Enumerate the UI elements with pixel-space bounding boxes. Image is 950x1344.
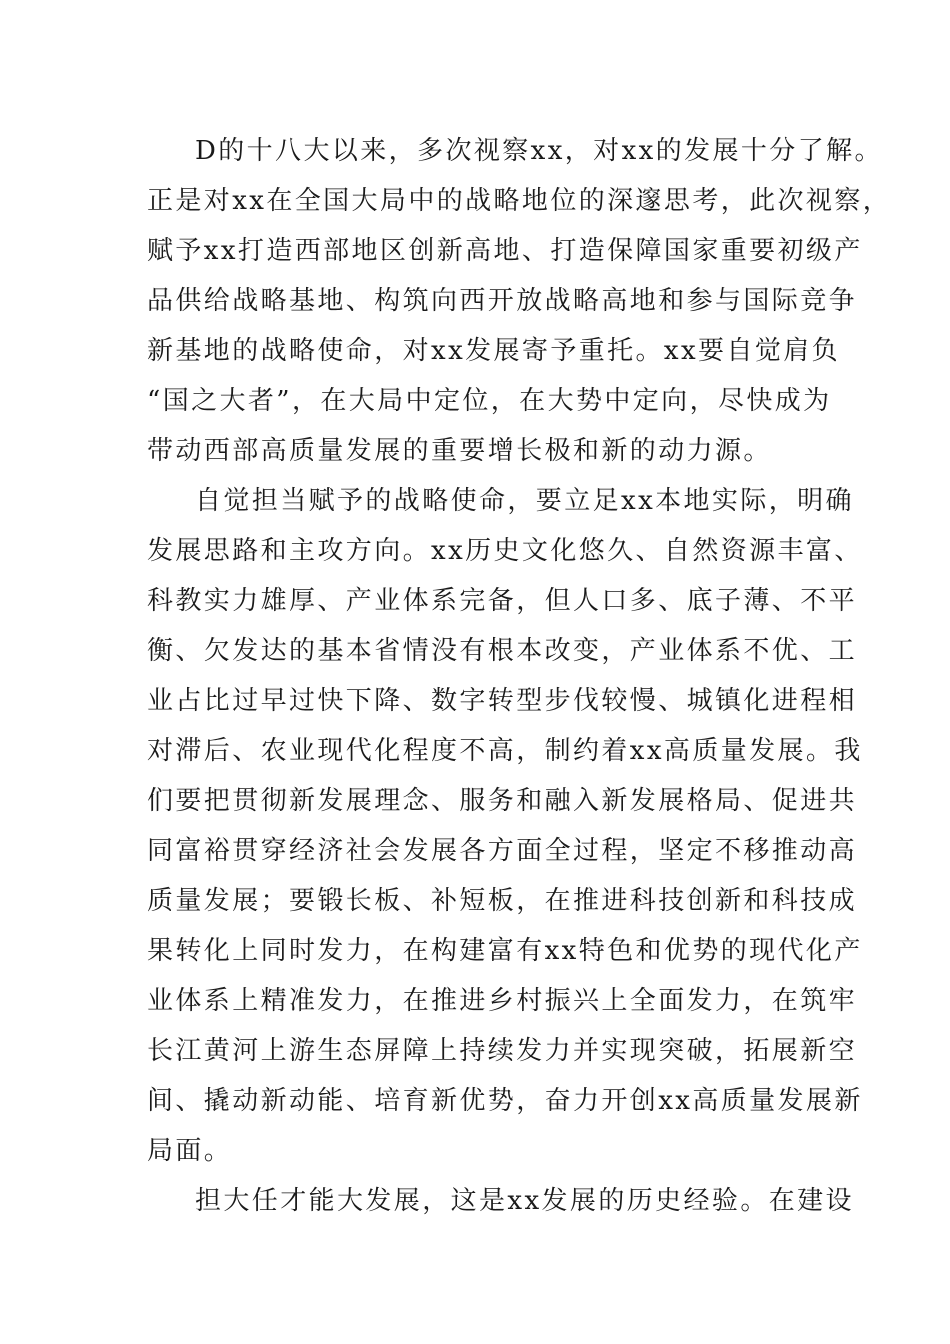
paragraph-line: 业占比过早过快下降、数字转型步伐较慢、城镇化进程相	[147, 686, 858, 716]
paragraph-line: 局面。	[147, 1136, 233, 1166]
paragraph-line: 自觉担当赋予的战略使命，要立足xx本地实际，明确	[195, 486, 854, 516]
paragraph-line: D的十八大以来，多次视察xx，对xx的发展十分了解。	[195, 136, 883, 166]
paragraph-line: 长江黄河上游生态屏障上持续发力并实现突破，拓展新空	[147, 1036, 858, 1066]
paragraph-line: 衡、欠发达的基本省情没有根本改变，产业体系不优、工	[147, 636, 858, 666]
paragraph-2	[147, 476, 863, 1176]
paragraph-line: 对滞后、农业现代化程度不高，制约着xx高质量发展。我	[147, 736, 863, 766]
paragraph-line: 赋予xx打造西部地区创新高地、打造保障国家重要初级产	[147, 236, 863, 266]
paragraph-line: 带动西部高质量发展的重要增长极和新的动力源。	[147, 436, 772, 466]
paragraph-line: 品供给战略基地、构筑向西开放战略高地和参与国际竞争	[147, 286, 858, 316]
paragraph-line: 们要把贯彻新发展理念、服务和融入新发展格局、促进共	[147, 786, 858, 816]
paragraph-line: 间、撬动新动能、培育新优势，奋力开创xx高质量发展新	[147, 1086, 863, 1116]
paragraph-1	[147, 126, 892, 476]
paragraph-line: 质量发展；要锻长板、补短板，在推进科技创新和科技成	[147, 886, 858, 916]
paragraph-line: 正是对xx在全国大局中的战略地位的深邃思考，此次视察，	[147, 186, 892, 216]
paragraph-line: 新基地的战略使命，对xx发展寄予重托。xx要自觉肩负	[147, 336, 841, 366]
paragraph-line: 同富裕贯穿经济社会发展各方面全过程，坚定不移推动高	[147, 836, 858, 866]
paragraph-line: 担大任才能大发展，这是xx发展的历史经验。在建设	[195, 1186, 854, 1216]
paragraph-line: 科教实力雄厚、产业体系完备，但人口多、底子薄、不平	[147, 586, 858, 616]
paragraph-line: “国之大者”，在大局中定位，在大势中定向，尽快成为	[147, 386, 832, 416]
paragraph-line: 发展思路和主攻方向。xx历史文化悠久、自然资源丰富、	[147, 536, 863, 566]
paragraph-line: 业体系上精准发力，在推进乡村振兴上全面发力，在筑牢	[147, 986, 858, 1016]
paragraph-3	[147, 1176, 854, 1226]
document-body	[147, 126, 892, 1226]
paragraph-line: 果转化上同时发力，在构建富有xx特色和优势的现代化产	[147, 936, 863, 966]
